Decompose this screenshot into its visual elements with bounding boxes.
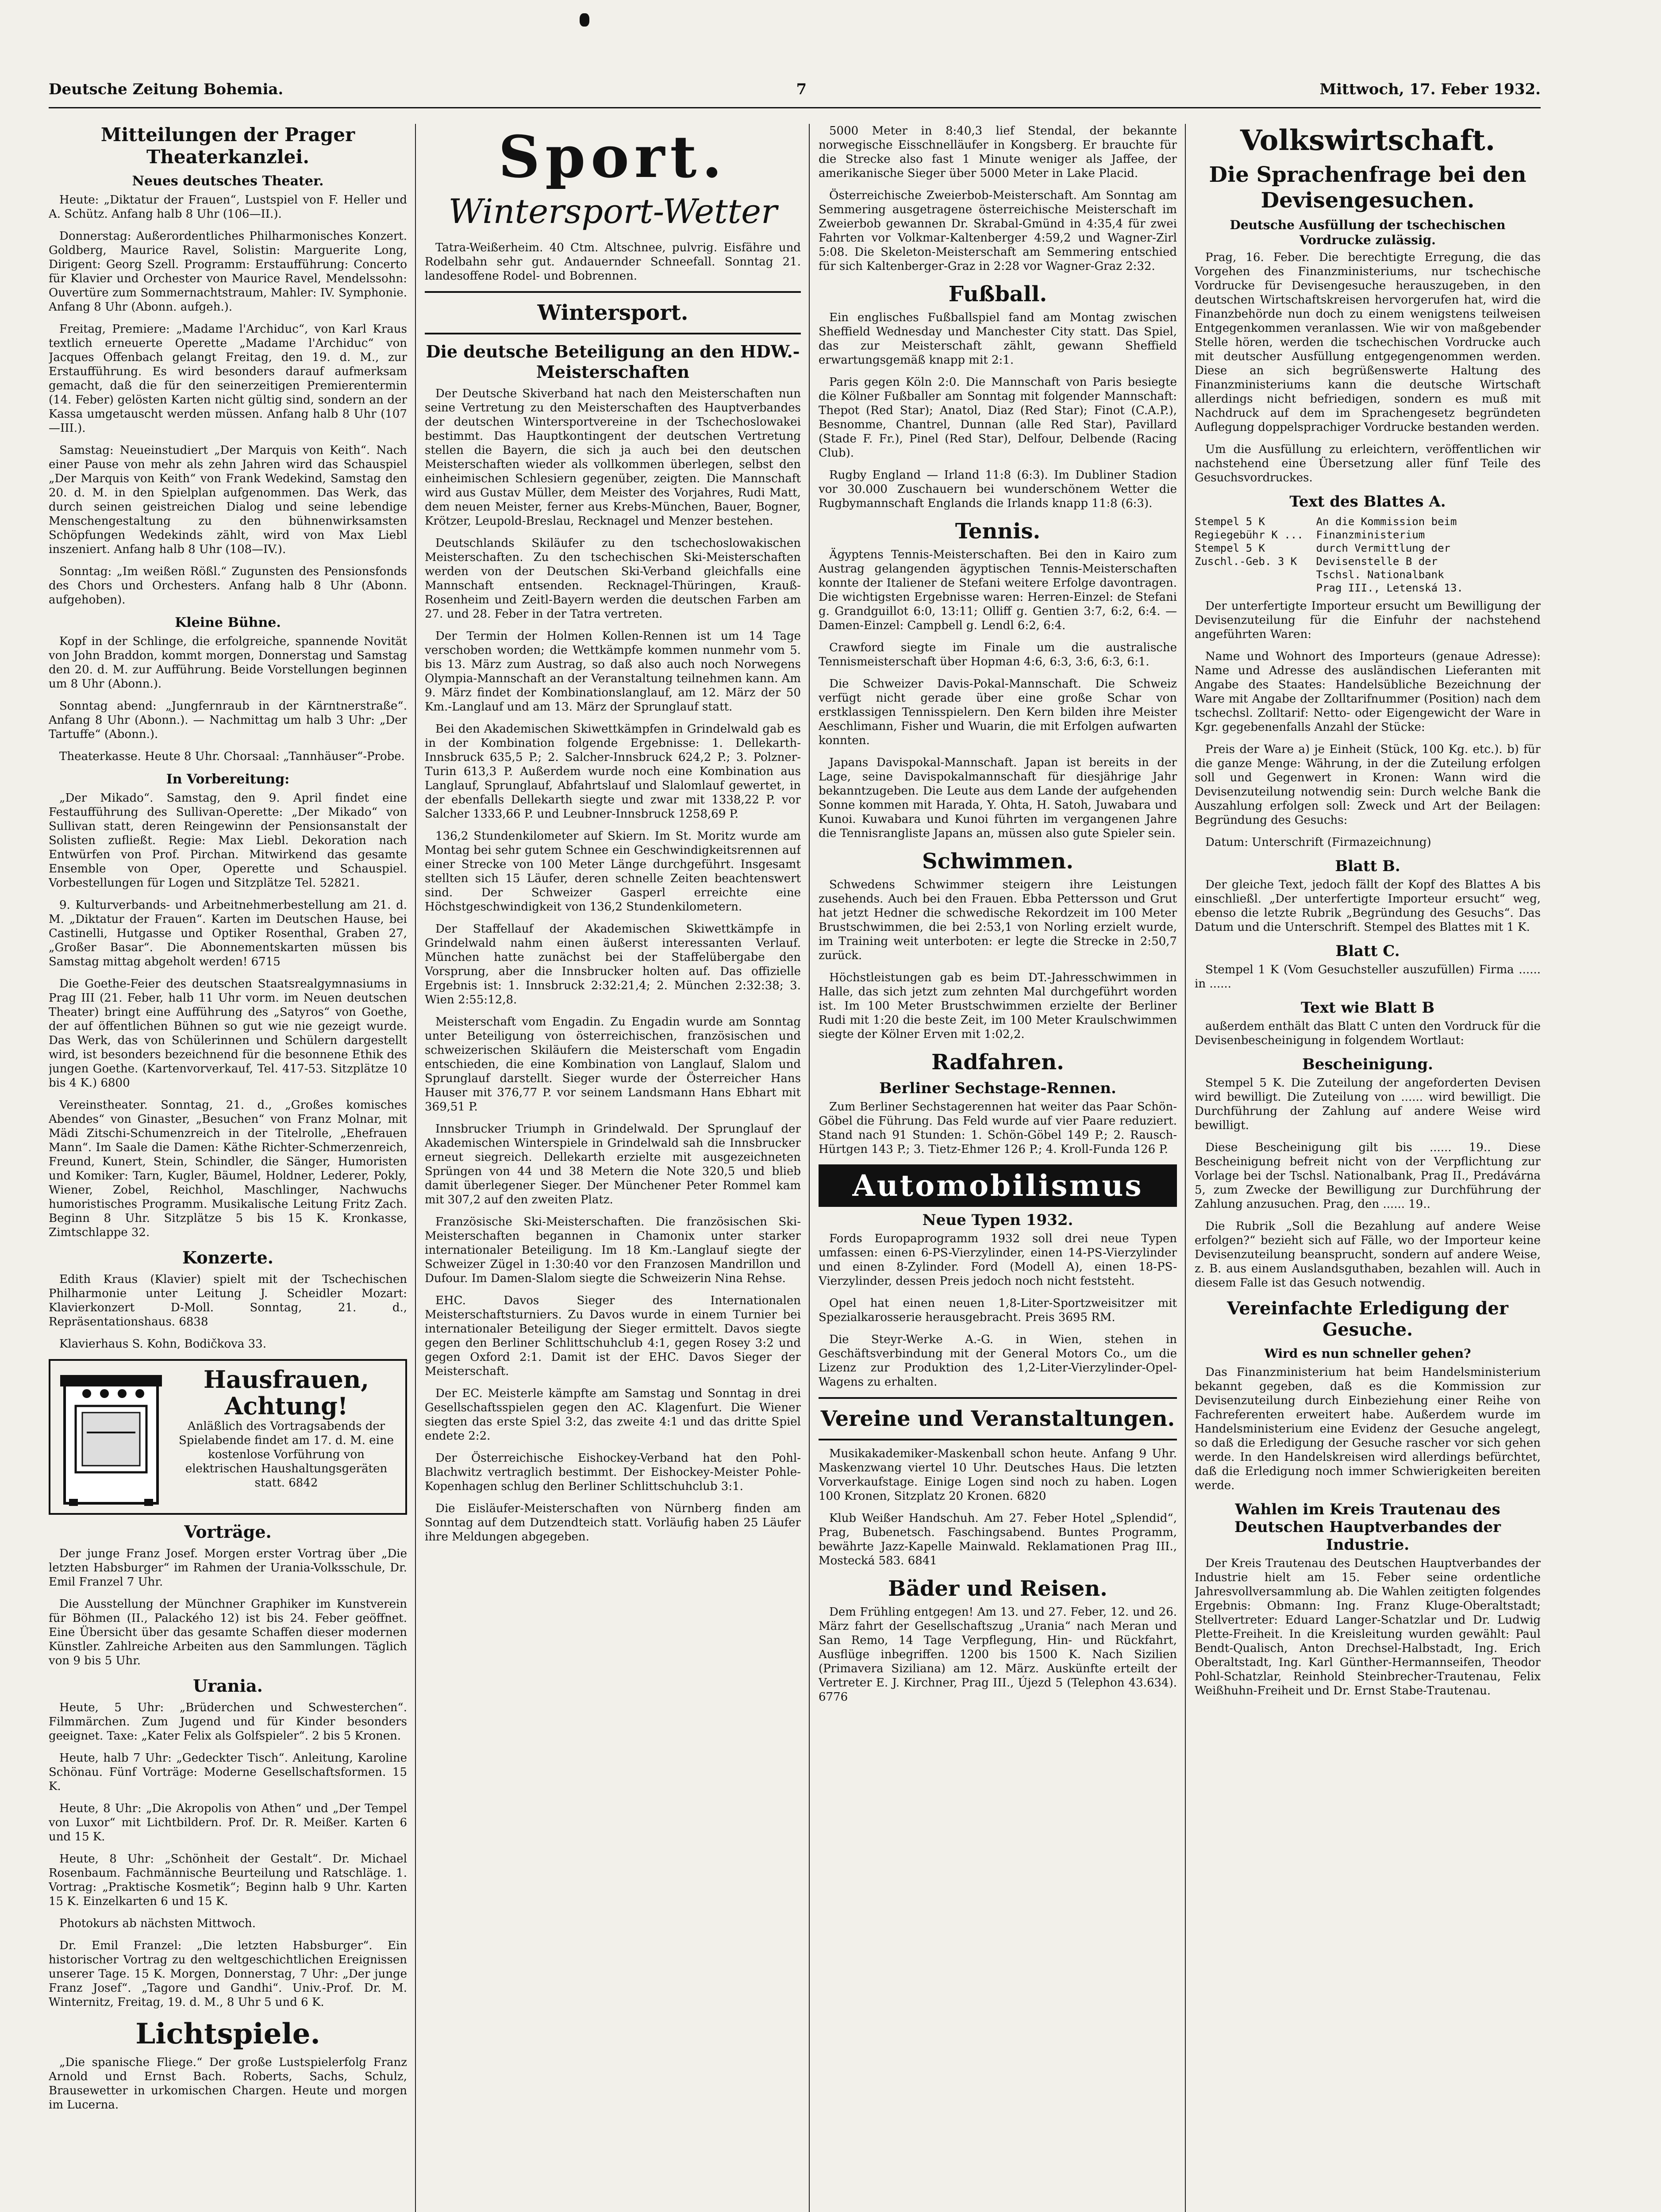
article-paragraph: Deutschlands Skiläufer zu den tschechoslowakischen Meisterschaften. Zu den tschechischen Ski-Meisterschaften werden von der Deutschen Ski-Verband gleichfalls eine Mannschaft entsenden. Recknagel-Thüringen, Krauß-Rosenheim und Zeitl-Bayern werden die deutschen Farben am 27. und 28. Feber in der Tatra vertreten.	[425, 537, 801, 621]
article-paragraph: Crawford siegte im Finale um die australische Tennismeisterschaft über Hopman 4:6, 6:3, 3:6, 6:3, 6:1.	[819, 641, 1177, 668]
article-paragraph: Heute, 5 Uhr: „Brüderchen und Schwesterchen“. Filmmärchen. Zum Jugend und für Kinder besonders geeignet. Taxe: „Kater Felix als Golfspieler“. 2 bis 5 Kronen.	[49, 1701, 407, 1743]
page-number: 7	[796, 81, 807, 98]
article-paragraph: Diese Bescheinigung gilt bis ...... 19.. Diese Bescheinigung befreit nicht von der Verpflichtung zur Vorlage bei der Tschsl. Nationalbank, Prag II., Predávárna 5, zum Zwecke der Bewilligung zur Durchführung der Zahlung anzusuchen. Prag, den ...... 19..	[1195, 1141, 1541, 1211]
section-title: Lichtspiele.	[135, 2017, 320, 2051]
section-title: Mitteilungen der Prager Theaterkanzlei.	[100, 124, 355, 168]
article-paragraph: Die Goethe-Feier des deutschen Staatsrealgymnasiums in Prag III (21. Feber, halb 11 Uhr vorm. im Neuen deutschen Theater) bringt eine Aufführung des „Satyros“ von Goethe, der auf öffentlichen Bühnen so gut wie nie gezeigt wurde. Das Werk, das von Schülerinnen und Schülern dargestellt wird, ist besonders bezeichnend für die besonnene Ethik des jungen Goethe. (Kartenvorverkauf, Tel. 417-53. Sitzplätze 10 bis 4 K.) 6800	[49, 977, 407, 1090]
article-paragraph: Paris gegen Köln 2:0. Die Mannschaft von Paris besiegte die Kölner Fußballer am Sonntag mit folgender Mannschaft: Thepot (Red Star); Anatol, Diaz (Red Star); Finot (C.A.P.), Besnomme, Chantrel, Dunnan (alle Red Star), Pavillard (Stade F. Fr.), Pinel (Red Star), Delfour, Delbende (Racing Club).	[819, 376, 1177, 460]
article-paragraph: Die Eisläufer-Meisterschaften von Nürnberg finden am Sonntag auf dem Dutzendteich statt. Vorläufig haben 25 Läufer ihre Meldungen abgegeben.	[425, 1502, 801, 1544]
article-paragraph: Dem Frühling entgegen! Am 13. und 27. Feber, 12. und 26. März fahrt der Gesellschaftszug „Urania“ nach Meran und San Remo, 14 Tage Verpflegung, Hin- und Rückfahrt, Ausflüge inbegriffen. 1200 bis 1500 K. Nach Sizilien (Primavera Siziliana) am 12. März. Auskünfte erteilt der Vertreter E. J. Kirchner, Prag III., Újezd 5 (Telephon 43.634). 6776	[819, 1605, 1177, 1704]
subsection-title: Bäder und Reisen.	[888, 1576, 1107, 1601]
article-paragraph: Stempel 1 K (Vom Gesuchsteller auszufüllen) Firma ...... in ......	[1195, 963, 1541, 991]
article-paragraph: Das Finanzministerium hat beim Handelsministerium bekannt gegeben, daß es die Kommission zur Devisenzuteilung durch Einbeziehung einer Reihe von Fachreferenten erweitert habe. Außerdem wurde im Handelsministerium eine Evidenz der Gesuche angelegt, so daß die Erledigung der Gesuche rascher vor sich gehen werde. In den Handelskreisen wird allerdings befürchtet, daß die Erledigung noch immer Schwierigkeiten bereiten werde.	[1195, 1366, 1541, 1492]
article-paragraph: Theaterkasse. Heute 8 Uhr. Chorsaal: „Tannhäuser“-Probe.	[59, 750, 405, 763]
article-paragraph: Sonntag: „Im weißen Rößl.“ Zugunsten des Pensionsfonds des Chors und Orchesters. Anfang halb 8 Uhr (Abonn. aufgehoben).	[49, 565, 407, 607]
article-paragraph: Der Staffellauf der Akademischen Skiwettkämpfe in Grindelwald nahm einen äußerst interessanten Verlauf. München hatte zunächst bei der Staffelübergabe den Vorsprung, aber die Innsbrucker holten auf. Das offizielle Ergebnis ist: 1. Innsbruck 2:32:21,4; 2. München 2:32:38; 3. Wien 2:55:12,8.	[425, 922, 801, 1006]
subsection-title: Neues deutsches Theater.	[132, 173, 324, 189]
article-paragraph: 136,2 Stundenkilometer auf Skiern. Im St. Moritz wurde am Montag bei sehr gutem Schnee ein Geschwindigkeitsrennen auf einer Strecke von 100 Meter Länge durchgeführt. Insgesamt stellten sich 15 Läufer, deren schnelle Zeiten beachtenswert sind. Der Schweizer Gasperl erreichte eine Höchstgeschwindigkeit von 136,2 Stundenkilometern.	[425, 830, 801, 914]
article-paragraph: Heute: „Diktatur der Frauen“, Lustspiel von F. Heller und A. Schütz. Anfang halb 8 Uhr (106—II.).	[49, 193, 407, 221]
article-paragraph: Sonntag abend: „Jungfernraub in der Kärntnerstraße“. Anfang 8 Uhr (Abonn.). — Nachmittag um halb 3 Uhr: „Der Tartuffe“ (Abonn.).	[49, 699, 407, 741]
subsection-title: Kleine Bühne.	[175, 615, 281, 630]
article-paragraph: 5000 Meter in 8:40,3 lief Stendal, der bekannte norwegische Eisschnelläufer in Kongsberg. Er brauchte für die Strecke also fast 1 Minute weniger als Jaffee, der amerikanische Sieger über 5000 Meter in Lake Placid.	[819, 124, 1177, 180]
article-paragraph: Klavierhaus S. Kohn, Bodičkova 33.	[59, 1337, 266, 1351]
masthead-left: Deutsche Zeitung Bohemia.	[49, 81, 284, 98]
article-paragraph: Heute, 8 Uhr: „Die Akropolis von Athen“ und „Der Tempel von Luxor“ mit Lichtbildern. Prof. Dr. R. Meißer. Karten 6 und 15 K.	[49, 1802, 407, 1843]
stove-advertisement	[49, 1359, 407, 1515]
article-headline: Die deutsche Beteiligung an den HDW.-Meisterschaften	[426, 342, 800, 382]
article-paragraph: Opel hat einen neuen 1,8-Liter-Sportzweisitzer mit Spezialkarosserie herausgebracht. Preis 3695 RM.	[819, 1297, 1177, 1324]
article-headline: Die Sprachenfrage bei den Devisengesuchen.	[1209, 162, 1526, 213]
article-paragraph: außerdem enthält das Blatt C unten den Vordruck für die Devisenbescheinigung in folgendem Wortlaut:	[1195, 1020, 1541, 1047]
article-paragraph: Heute, 8 Uhr: „Schönheit der Gestalt“. Dr. Michael Rosenbaum. Fachmännische Beurteilung und Ratschläge. 1. Vortrag: „Praktische Kosmetik“; Beginn halb 9 Uhr. Karten 15 K. Einzelkarten 6 und 15 K.	[49, 1852, 407, 1908]
article-paragraph: Musikakademiker-Maskenball schon heute. Anfang 9 Uhr. Maskenzwang viertel 10 Uhr. Deutsches Haus. Die letzten Vorverkaufstage. Einige Logen sind noch zu haben. Logen 100 Kronen, Sitzplatz 20 Kronen. 6820	[819, 1447, 1177, 1503]
section-title-sport: Sport.	[498, 124, 727, 191]
article-paragraph: Der junge Franz Josef. Morgen erster Vortrag über „Die letzten Habsburger“ im Rahmen der Urania-Volksschule, Dr. Emil Franzel 7 Uhr.	[49, 1547, 407, 1589]
ad-text: Anläßlich des Vortragsabends der Spielabende findet am 17. d. M. eine kostenlose Vorführung von elektrischen Haushaltungsgeräten statt. 6842	[178, 1420, 394, 1490]
article-paragraph: Der Termin der Holmen Kollen-Rennen ist um 14 Tage verschoben worden; die Wettkämpfe kommen nunmehr vom 5. bis 13. März zum Austrag, so daß also auch noch Norwegens Olympia-Mannschaft an der Veranstaltung teilnehmen kann. Am 9. März findet der Kombinationslanglauf, am 12. März der 50 Km.-Langlauf und am 13. März der Sprunglauf statt.	[425, 630, 801, 714]
article-paragraph: „Der Mikado“. Samstag, den 9. April findet eine Festaufführung des Sullivan-Operette: „Der Mikado“ von Sullivan statt, deren Reingewinn der Pensionsanstalt der Solisten zufließt. Regie: Max Liebl. Dekoration nach Entwürfen von Prof. Pirchan. Mitwirkend das gesamte Ensemble von Oper, Operette und Schauspiel. Vorbestellungen für Logen und Sitzplätze Tel. 52821.	[49, 791, 407, 890]
subsection-title: Tennis.	[955, 519, 1041, 544]
article-paragraph: Der Österreichische Eishockey-Verband hat den Pohl-Blachwitz vertraglich bestimmt. Der Eishockey-Meister Pohle-Kopenhagen schlug den Berliner Schlittschuhclub 3:1.	[425, 1452, 801, 1493]
article-paragraph: Die Rubrik „Soll die Bezahlung auf andere Weise erfolgen?“ bezieht sich auf Fälle, wo der Importeur keine Devisenzuteilung beansprucht, sondern auf andere Weise, z. B. aus einem Auslandsguthaben, bezahlen will. Auch in diesem Falle ist das Gesuch notwendig.	[1195, 1220, 1541, 1290]
article-paragraph: Klub Weißer Handschuh. Am 27. Feber Hotel „Splendid“, Prag, Bubenetsch. Faschingsabend. Buntes Programm, bewährte Jazz-Kapelle Mainwald. Reklamationen Prag III., Mostecká 583. 6841	[819, 1512, 1177, 1567]
form-line: Stempel 5 K durch Vermittlung der	[1195, 542, 1450, 554]
article-paragraph: Der EC. Meisterle kämpfte am Samstag und Sonntag in drei Gesellschaftsspielen gegen den AC. Klagenfurt. Die Wiener siegten das erste Spiel 3:2, das zweite 4:1 und das dritte Spiel endete 2:2.	[425, 1387, 801, 1443]
issue-date: Mittwoch, 17. Feber 1932.	[1319, 81, 1541, 98]
column-theater	[49, 124, 407, 2212]
article-paragraph: EHC. Davos Sieger des Internationalen Meisterschaftsturniers. Zu Davos wurde in einem Turnier bei internationaler Beteiligung der Sieger ermittelt. Davos siegte gegen den Berliner Schlittschuhclub 4:1, gegen Rosey 3:2 und gegen Oxford 2:1. Damit ist der EHC. Davos Sieger der Meisterschaft.	[425, 1294, 801, 1378]
automobilismus-banner: Automobilismus	[819, 1164, 1177, 1207]
article-paragraph: Höchstleistungen gab es beim DT.-Jahresschwimmen in Halle, das sich jetzt zum zehnten Mal durchgeführt worden ist. Im 100 Meter Brustschwimmen erzielte der Berliner Rudi mit 1:20 die beste Zeit, im 100 Meter Kraulschwimmen siegte der Kölner Erven mit 1:02,2.	[819, 971, 1177, 1041]
article-paragraph: Heute, halb 7 Uhr: „Gedeckter Tisch“. Anleitung, Karoline Schönau. Fünf Vorträge: Moderne Gesellschaftsformen. 15 K.	[49, 1751, 407, 1793]
article-paragraph: Prag, 16. Feber. Die berechtigte Erregung, die das Vorgehen des Finanzministeriums, nur tschechische Vordrucke für Devisengesuche herauszugeben, in den deutschen Wirtschaftskreisen hervorgerufen hat, wird die Finanzbehörde nun doch zu einem wenigstens teilweisen Entgegenkommen veranlassen. Wie wir von maßgebender Stelle hören, werden die tschechischen Vordrucke auch mit deutscher Ausfüllung entgegengenommen werden. Diese an sich begrüßenswerte Haltung des Finanzministeriums kann die deutsche Wirtschaft allerdings nicht befriedigen, sondern es muß mit Nachdruck auf dem im Sprachengesetz begründeten Auflegung doppelsprachiger Vordrucke bestanden werden.	[1195, 251, 1541, 434]
article-paragraph: Französische Ski-Meisterschaften. Die französischen Ski-Meisterschaften begannen in Chamonix unter starker internationaler Beteiligung. Im 18 Km.-Langlauf siegte der Schweizer Zügel in 1:30:40 vor den Franzosen Mandrillon und Dufour. Im Damen-Slalom siegte die Schweizerin Nina Rehse.	[425, 1215, 801, 1285]
subsection-title-weather: Wintersport-Wetter	[448, 192, 777, 231]
form-title: Blatt C.	[1335, 942, 1400, 960]
form-line: Tschsl. Nationalbank	[1195, 568, 1444, 581]
subsection-title: Vorträge.	[184, 1522, 272, 1542]
subsection-title: Konzerte.	[182, 1248, 273, 1267]
article-paragraph: Edith Kraus (Klavier) spielt mit der Tschechischen Philharmonie unter Leitung J. Scheidler Mozart: Klavierkonzert D-Moll. Sonntag, 21. d., Repräsentationshaus. 6838	[49, 1273, 407, 1329]
subsection-title: Fußball.	[948, 282, 1047, 307]
article-paragraph: Kopf in der Schlinge, die erfolgreiche, spannende Novität von John Braddon, kommt morgen, Donnerstag und Samstag den 20. d. M. zur Aufführung. Beide Vorstellungen beginnen um 8 Uhr (Abonn.).	[49, 635, 407, 691]
article-paragraph: Stempel 5 K. Die Zuteilung der angeforderten Devisen wird bewilligt. Die Zuteilung von ...... wird bewilligt. Die Durchführung der Zahlung auf andere Weise wird bewilligt.	[1195, 1076, 1541, 1132]
article-paragraph: Datum: Unterschrift (Firmazeichnung)	[1205, 836, 1431, 849]
form-line: Zuschl.-Geb. 3 K Devisenstelle B der	[1195, 555, 1438, 568]
article-paragraph: Um die Ausfüllung zu erleichtern, veröffentlichen wir nachstehend eine Übersetzung aller fünf Teile des Gesuchsvordruckes.	[1195, 443, 1541, 484]
form-title: Bescheinigung.	[1302, 1056, 1433, 1073]
subsection-title: In Vorbereitung:	[166, 772, 290, 787]
article-paragraph: Donnerstag: Außerordentliches Philharmonisches Konzert. Goldberg, Maurice Ravel, Solistin: Marguerite Long, Dirigent: Georg Szell. Programm: Erstaufführung: Concerto für Klavier und Orchester von Maurice Ravel, Mendelssohn: Ouvertüre zum Sommernachtstraum, Mahler: IV. Symphonie. Anfang 8 Uhr (Abonn. aufgeh.).	[49, 230, 407, 314]
article-paragraph: „Die spanische Fliege.“ Der große Lustspielerfolg Franz Arnold und Ernst Bach. Roberts, Sachs, Schulz, Brausewetter in urkomischen Chargen. Heute und morgen im Lucerna.	[49, 2056, 407, 2112]
column-rule	[415, 124, 416, 2212]
article-paragraph: 9. Kulturverbands- und Arbeitnehmerbestellung am 21. d. M. „Diktatur der Frauen“. Karten im Deutschen Hause, bei Castinelli, Hutgasse und Optiker Rosenthal, Graben 27, „Großer Basar“. Die Abonnementskarten müssen bis Samstag mittag abgeholt werden! 6715	[49, 899, 407, 968]
article-paragraph: Der gleiche Text, jedoch fällt der Kopf des Blattes A bis einschließl. „Der unterfertigte Importeur ersucht“ weg, ebenso die letzte Rubrik „Begründung des Gesuchs“. Das Datum und die Unterschrift. Stempel des Blattes mit 1 K.	[1195, 878, 1541, 934]
form-title: Text des Blattes A.	[1289, 493, 1446, 511]
subsection-title: Radfahren.	[931, 1050, 1064, 1075]
article-paragraph: Ein englisches Fußballspiel fand am Montag zwischen Sheffield Wednesday und Manchester City statt. Das Spiel, das zur Meisterschaft zählt, gewann Sheffield erwartungsgemäß knapp mit 2:1.	[819, 311, 1177, 367]
form-title: Blatt B.	[1335, 857, 1400, 875]
article-subheadline: Wird es nun schneller gehen?	[1264, 1346, 1471, 1361]
article-paragraph: Preis der Ware a) je Einheit (Stück, 100 Kg. etc.). b) für die ganze Menge: Währung, in der die Zuteilung erfolgen soll und Gegenwert in Kronen: Wann wird die Devisenzuteilung notwendig sein: Durch welche Bank die Auszahlung erfolgen soll: Zweck und Art der Beilagen: Begründung des Gesuchs:	[1195, 743, 1541, 827]
subsection-title: Schwimmen.	[922, 849, 1074, 874]
article-paragraph: Österreichische Zweierbob-Meisterschaft. Am Sonntag am Semmering ausgetragene österreichische Meisterschaft im Zweierbob gewannen Dr. Skrabal-Gmünd in 4:35,4 für zwei Fahrten vor Volkmar-Kaltenberger 4:59,2 und Wagner-Zirl 5:08. Die Skeleton-Meisterschaft am Semmering entschied für sich Kaltenberger-Graz in 2:28 vor Wagner-Graz 2:32.	[819, 189, 1177, 273]
article-paragraph: Innsbrucker Triumph in Grindelwald. Der Sprunglauf der Akademischen Winterspiele in Grindelwald sah die Innsbrucker erneut siegreich. Dellekarth erzielte mit ausgezeichneten Sprüngen von 44 und 38 Metern die Note 320,5 und blieb damit überlegener Sieger. Der Münchener Peter Rommel kam mit 307,2 auf den zweiten Platz.	[425, 1122, 801, 1206]
article-paragraph: Tatra-Weißerheim. 40 Ctm. Altschnee, pulvrig. Eisfähre und Rodelbahn sehr gut. Andauernder Schneefall. Sonntag 21. landesoffene Rodel- und Bobrennen.	[425, 241, 801, 283]
article-headline: Neue Typen 1932.	[922, 1211, 1073, 1229]
article-paragraph: Rugby England — Irland 11:8 (6:3). Im Dubliner Stadion vor 30.000 Zuschauern bei wunderschönem Wetter die Rugbymannschaft Englands die Irlands knapp 11:8 (6:3).	[819, 469, 1177, 510]
form-line: Prag III., Letenská 13.	[1195, 582, 1463, 594]
column-rule	[809, 124, 810, 2212]
article-paragraph: Name und Wohnort des Importeurs (genaue Adresse): Name und Adresse des ausländischen Lieferanten mit Angabe des Staates: Handelsübliche Bezeichnung der Ware mit Angabe der Zolltarifnummer (Position) nach dem tschechsl. Zolltarif: Netto- oder Eigengewicht der Ware in Kgr. gegebenenfalls Anzahl der Stücke:	[1195, 650, 1541, 734]
header-rule	[49, 107, 1541, 108]
newspaper-page	[49, 75, 1541, 2212]
form-header-table	[1195, 515, 1541, 595]
article-paragraph: Schwedens Schwimmer steigern ihre Leistungen zusehends. Auch bei den Frauen. Ebba Pettersson und Grut hat jetzt Hedner die schwedische Rekordzeit im 100 Meter Brustschwimmen, die bei 2:53,1 von Norling erzielt wurde, im Training weit unterboten: er legte die Strecke in 2:50,7 zurück.	[819, 878, 1177, 962]
article-paragraph: Zum Berliner Sechstagerennen hat weiter das Paar Schön-Göbel die Führung. Das Feld wurde auf vier Paare reduziert. Stand nach 91 Stunden: 1. Schön-Göbel 149 P.; 2. Rausch-Hürtgen 143 P.; 3. Tietz-Ehmer 126 P.; 4. Kroll-Funda 126 P.	[819, 1100, 1177, 1156]
column-sport-continued	[819, 124, 1177, 2212]
article-paragraph: Der Deutsche Skiverband hat nach den Meisterschaften nun seine Vertretung zu den Meisterschaften des Hauptverbandes der deutschen Wintersportvereine in der Tschechoslowakei bestimmt. Das Hauptkontingent der deutschen Vertretung stellen die Bayern, die sich ja auch bei den deutschen Meisterschaften wieder als vollkommen überlegen, selbst den einheimischen Schlesiern gegenüber, zeigten. Die Mannschaft wird aus Gustav Müller, dem Meister des Vorjahres, Rudi Matt, dem neuen Meister, ferner aus Krebs-München, Bauer, Bogner, Krötzer, Leupold-Breslau, Recknagel und Menzer bestehen.	[425, 387, 801, 528]
column-sport	[425, 124, 801, 2212]
ad-title: Hausfrauen, Achtung!	[203, 1365, 369, 1420]
ink-blot	[580, 13, 589, 27]
stove-illustration	[56, 1366, 166, 1508]
subsection-title: Wintersport.	[537, 300, 688, 325]
article-headline: Wahlen im Kreis Trautenau des Deutschen Hauptverbandes der Industrie.	[1234, 1501, 1501, 1554]
article-paragraph: Samstag: Neueinstudiert „Der Marquis von Keith“. Nach einer Pause von mehr als zehn Jahren wird das Schauspiel „Der Marquis von Keith“ von Frank Wedekind, Samstag den 20. d. M. in den Spielplan aufgenommen. Das Werk, das durch seinen geistreichen Dialog und seine lebendige Menschengestaltung zu den bühnenwirksamsten Schöpfungen Wedekinds zählt, wird von Max Liebl inszeniert. Anfang halb 8 Uhr (108—IV.).	[49, 444, 407, 556]
article-paragraph: Die Ausstellung der Münchner Graphiker im Kunstverein für Böhmen (II., Palackého 12) ist bis 24. Feber geöffnet. Eine Übersicht über das gesamte Schaffen dieser modernen Künstler. Zahlreiche Arbeiten aus den Sammlungen. Täglich von 9 bis 5 Uhr.	[49, 1598, 407, 1667]
column-rule	[1185, 124, 1186, 2212]
page-header	[49, 75, 1541, 104]
subsection-title: Vereine und Veranstaltungen.	[820, 1406, 1175, 1431]
column-economy	[1195, 124, 1541, 2212]
subsection-title: Urania.	[193, 1676, 263, 1696]
article-paragraph: Japans Davispokal-Mannschaft. Japan ist bereits in der Lage, seine Davispokalmannschaft für diesjährige Jahr bekanntzugeben. Die Leute aus dem Lande der aufgehenden Sonne kommen mit Harada, Y. Ohta, H. Satoh, Juwabara und Kunoi. Kuwabara und Kunoi führten im vergangenen Jahre die Tennisrangliste Japans an, müssen also gute Spieler sein.	[819, 756, 1177, 840]
article-paragraph: Vereinstheater. Sonntag, 21. d., „Großes komisches Abendes“ von Ginaster, „Besuchen“ von Franz Molnar, mit Mädi Zitschi-Schumenzreich in der Titelrolle, „Ehefrauen Mann“. Im Saale die Damen: Käthe Richter-Schmerzenreich, Freund, Kunert, Stein, Schindler, die Sänger, Humoristen und Komiker: Tarn, Kugler, Bäumel, Holdner, Lederer, Pokly, Wiener, Zobel, Reichhol, Maschlinger, Nachwuchs humoristisches Programm. Musikalische Leitung Fritz Zach. Beginn 8 Uhr. Sitzplätze 5 bis 15 K. Kronkasse, Zimtschlappe 32.	[49, 1098, 407, 1239]
article-paragraph: Meisterschaft vom Engadin. Zu Engadin wurde am Sonntag unter Beteiligung von österreichischen, französischen und schweizerischen Skiläufern die Meisterschaft vom Engadin entschieden, die eine Kombination von Langlauf, Slalom und Sprunglauf darstellt. Sieger wurde der Österreicher Hans Hauser mit 376,77 P. vor seinem Landsmann Hans Ebhart mit 369,51 P.	[425, 1015, 801, 1114]
form-title: Text wie Blatt B	[1300, 999, 1435, 1017]
section-title: Volkswirtschaft.	[1240, 124, 1496, 157]
article-headline: Vereinfachte Erledigung der Gesuche.	[1227, 1298, 1508, 1340]
article-paragraph: Der unterfertigte Importeur ersucht um Bewilligung der Devisenzuteilung für die Einfuhr der nachstehend angeführten Waren:	[1195, 599, 1541, 641]
form-line: Regiegebühr K ... Finanzministerium	[1195, 529, 1425, 541]
article-paragraph: Die Steyr-Werke A.-G. in Wien, stehen in Geschäftsverbindung mit der General Motors Co., um die Lizenz zur Produktion des 1,2-Liter-Vierzylinder-Opel-Wagens zu erhalten.	[819, 1333, 1177, 1389]
article-paragraph: Die Schweizer Davis-Pokal-Mannschaft. Die Schweiz verfügt nicht gerade über eine große Schar von erstklassigen Tennisspielern. Den Kern bilden ihre Meister Aeschlimann, Fisher und Wuarin, die mit Erfolgen aufwarten konnten.	[819, 677, 1177, 747]
article-paragraph: Bei den Akademischen Skiwettkämpfen in Grindelwald gab es in der Kombination folgende Ergebnisse: 1. Dellekarth-Innsbruck 635,5 P.; 2. Salcher-Innsbruck 624,2 P.; 3. Polzner-Turin 613,3 P. Außerdem wurde noch eine Kombination aus Langlauf, Sprunglauf, Abfahrtslauf und Slalomlauf gewertet, in der ebenfalls Dellekarth siegte und zwar mit 1338,22 P. vor Salcher 1333,66 P. und Leubner-Innsbruck 1258,69 P.	[425, 722, 801, 821]
article-paragraph: Ägyptens Tennis-Meisterschaften. Bei den in Kairo zum Austrag gelangenden ägyptischen Tennis-Meisterschaften konnte der Italiener de Stefani weitere Erfolge davontragen. Die wichtigsten Ergebnisse waren: Herren-Einzel: de Stefani g. Grandguillot 6:0, 13:11; Olliff g. Gentien 3:7, 6:2, 6:4. — Damen-Einzel: Campbell g. Lendl 6:2, 6:4.	[819, 548, 1177, 632]
subsection-subtitle: Berliner Sechstage-Rennen.	[879, 1079, 1116, 1097]
article-paragraph: Der Kreis Trautenau des Deutschen Hauptverbandes der Industrie hielt am 15. Feber seine ordentliche Jahresvollversammlung ab. Die Wahlen zeitigten folgendes Ergebnis: Obmann: Ing. Franz Kluge-Oberaltstadt; Stellvertreter: Eduard Langer-Schatzlar und Dr. Ludwig Plette-Freiheit. In die Kreisleitung wurden gewählt: Paul Bendt-Qualisch, Anton Drechsel-Halbstadt, Ing. Erich Oberaltstadt, Ing. Karl Günther-Hermannseifen, Theodor Pohl-Schatzlar, Reinhold Steinbrecher-Trautenau, Felix Weißhuhn-Freiheit und Dr. Ernst Stabe-Trautenau.	[1195, 1557, 1541, 1697]
article-paragraph: Photokurs ab nächsten Mittwoch.	[59, 1917, 256, 1930]
article-paragraph: Dr. Emil Franzel: „Die letzten Habsburger“. Ein historischer Vortrag zu den weltgeschichtlichen Ereignissen unserer Tage. 15 K. Morgen, Donnerstag, 7 Uhr: „Der junge Franz Josef“. „Tagore und Gandhi“. Univ.-Prof. Dr. M. Winternitz, Freitag, 19. d. M., 8 Uhr 5 und 6 K.	[49, 1939, 407, 2009]
article-paragraph: Fords Europaprogramm 1932 soll drei neue Typen umfassen: einen 6-PS-Vierzylinder, einen 14-PS-Vierzylinder und einen 8-Zylinder. Ford (Modell A), einen 18-PS-Vierzylinder, dessen Preis jedoch noch nicht feststeht.	[819, 1232, 1177, 1288]
article-subheadline: Deutsche Ausfüllung der tschechischen Vordrucke zulässig.	[1230, 218, 1506, 247]
article-paragraph: Freitag, Premiere: „Madame l'Archiduc“, von Karl Kraus textlich erneuerte Operette „Madame l'Archiduc“ von Jacques Offenbach gelangt Freitag, den 19. d. M., zur Erstaufführung. Es wird besonders darauf aufmerksam gemacht, daß die für den seinerzeitigen Premierentermin (14. Feber) gelösten Karten nicht gültig sind, sondern an der Kassa umgetauscht werden müssen. Anfang halb 8 Uhr (107—III.).	[49, 323, 407, 435]
form-line: Stempel 5 K An die Kommission beim	[1195, 515, 1457, 528]
